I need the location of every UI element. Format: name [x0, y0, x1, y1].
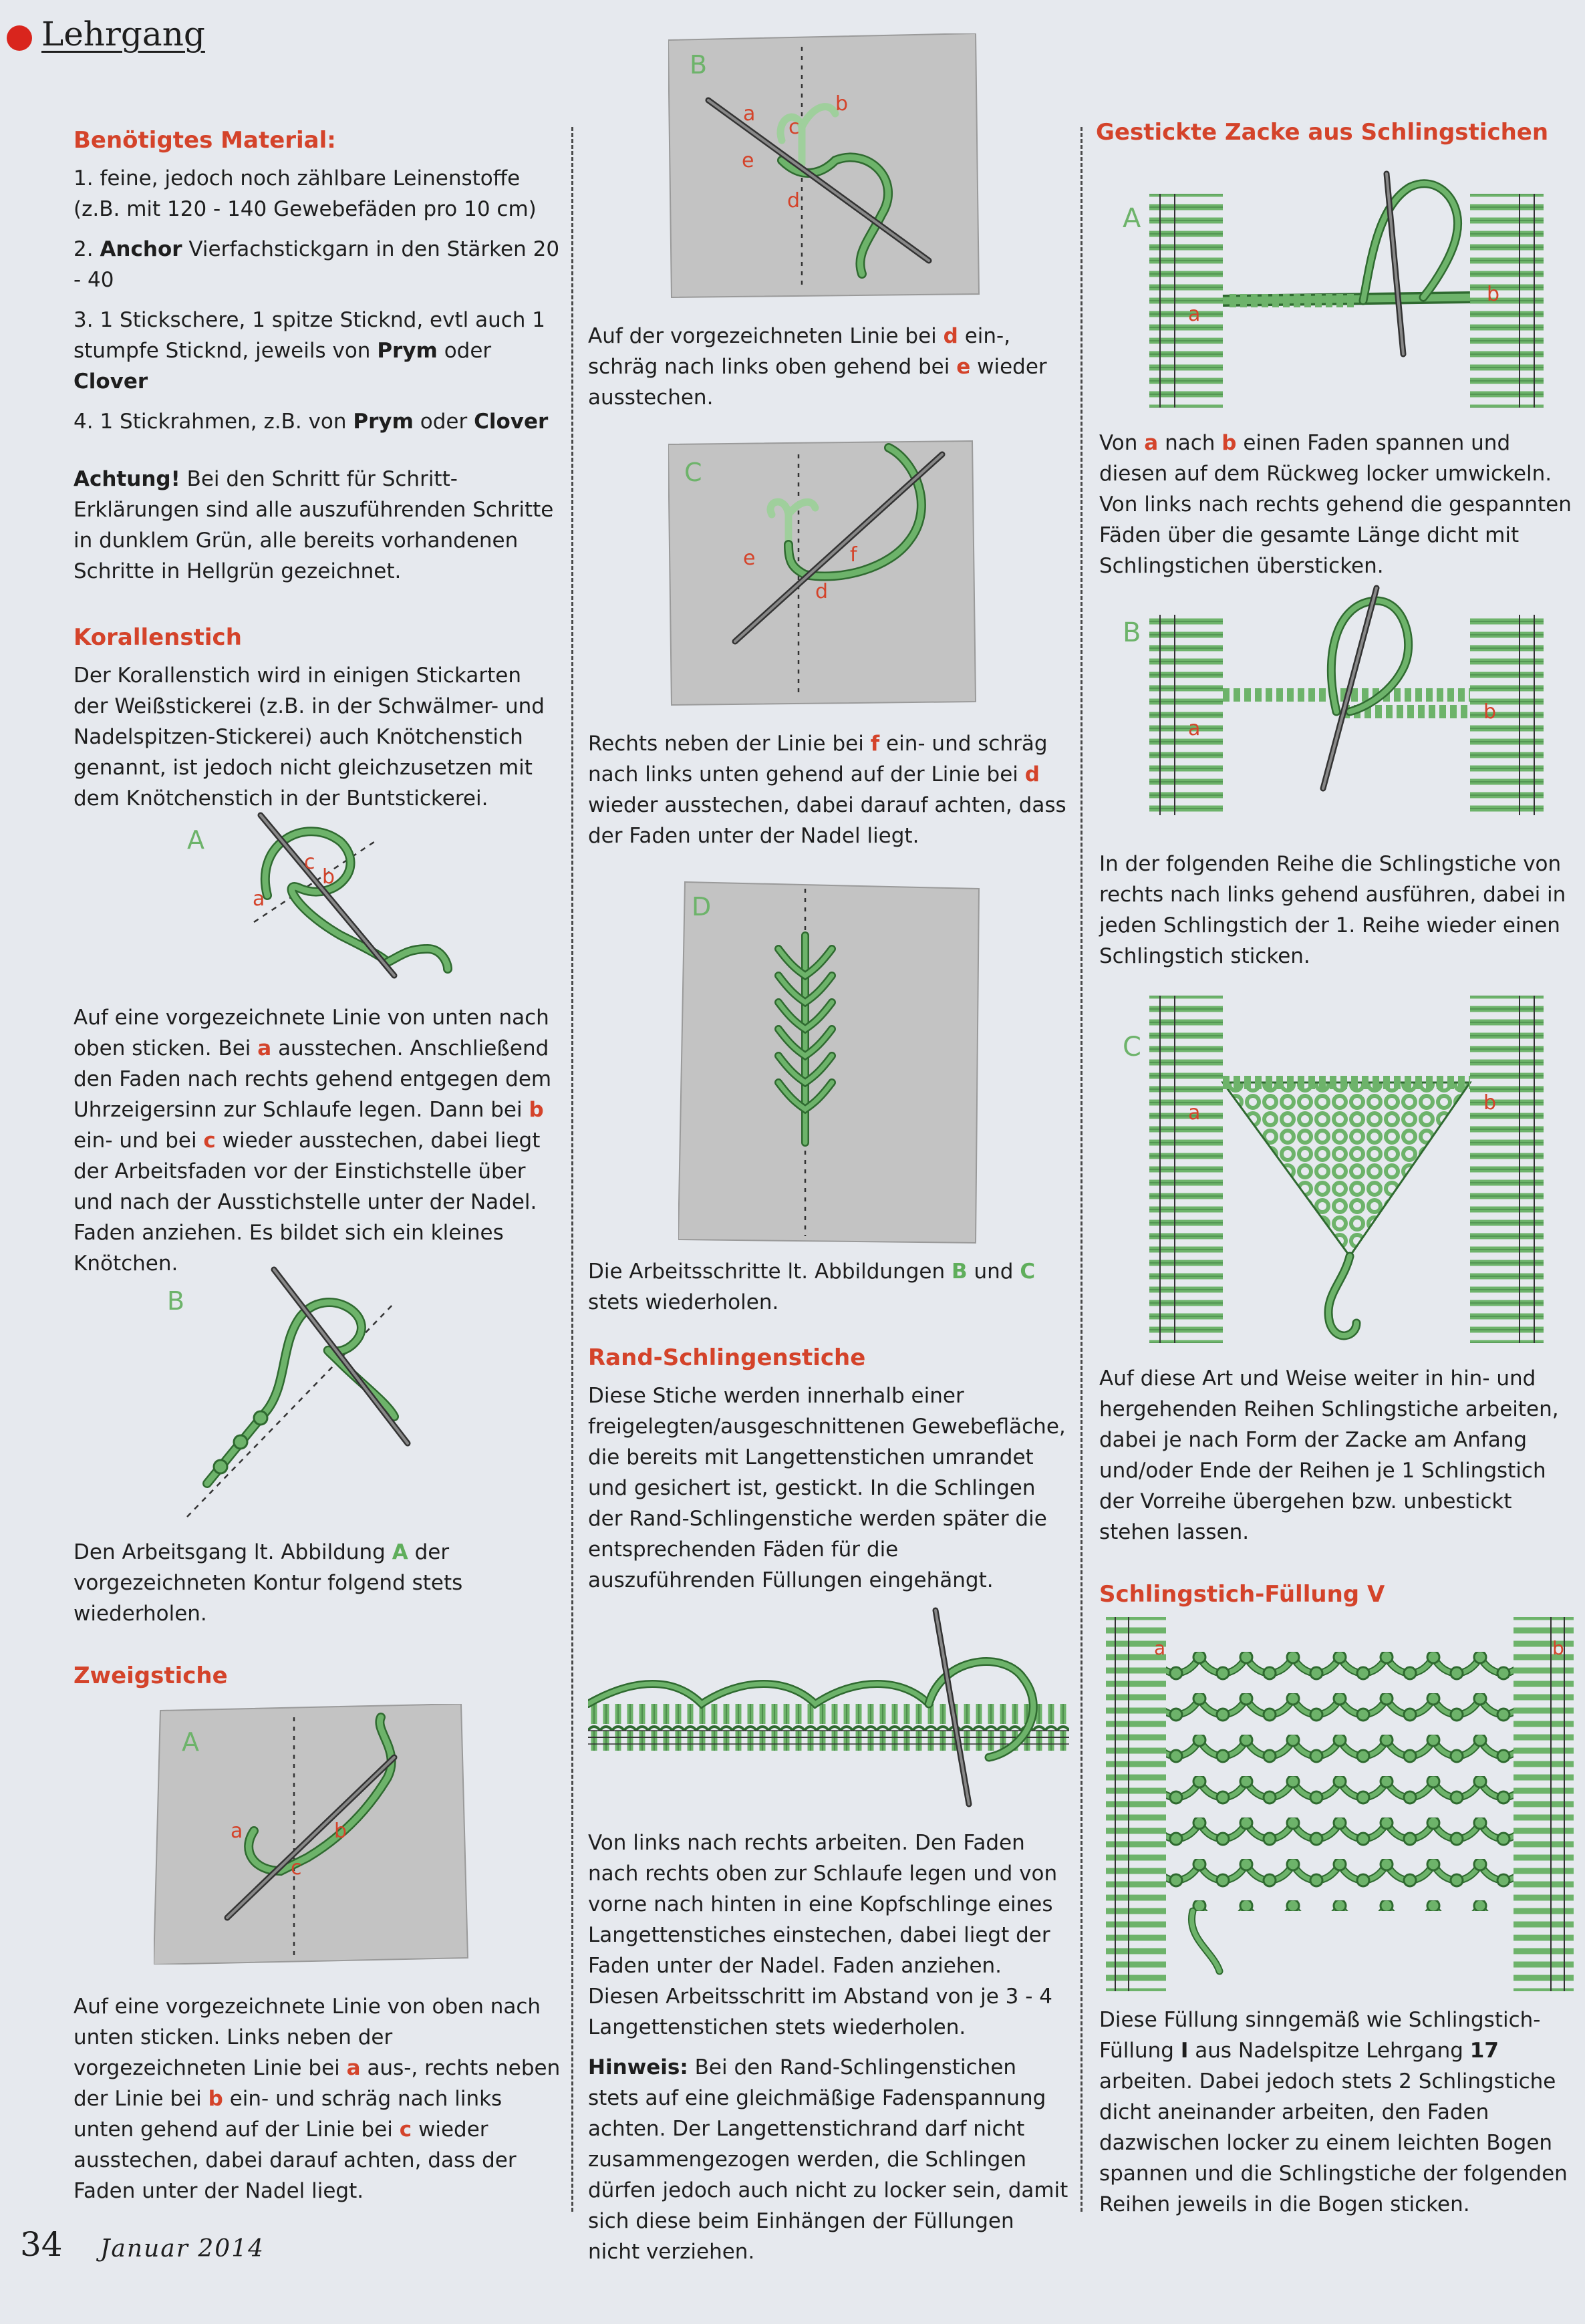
header-marker [7, 25, 32, 51]
zacke-b-text: In der folgenden Reihe die Schlingstiche von rechts nach links gehend ausführen, dabei in jeden Schlingstich der 1. Reihe wieder einen Schlingstich sticken. [1099, 852, 1566, 968]
point-b: b [1487, 283, 1500, 306]
zacke-c-text: Auf diese Art und Weise weiter in hin- und hergehenden Reihen Schlingstiche arbeiten, dabei je nach Form der Zacke am Anfang und/oder Ende der Reihen je 1 Schlingstich der Vorreihe übergehen bzw. unbestickt stehen lassen. Schlingstich-Füllung V [1099, 1363, 1577, 1617]
material-item-4: 4. 1 Stickrahmen, z.B. von Prym oder Clover [74, 410, 549, 434]
zweigstiche-figure-c [668, 408, 982, 708]
zacke-a-text: Von a nach b einen Faden spannen und diesen auf dem Rückweg locker umwickeln. Von links nach rechts gehend die gespannten Fäden über die gesamte Länge dicht mit Schlingstichen übersticken. [1099, 431, 1572, 578]
figure-label-d: D [692, 892, 712, 921]
point-b: b [334, 1820, 347, 1843]
figure-label-b: B [167, 1286, 185, 1316]
fuellung-heading: Schlingstich-Füllung V [1099, 1581, 1385, 1608]
point-a: a [1188, 717, 1201, 740]
zweigstiche-figure-b [668, 33, 982, 301]
zacke-heading-wrap [1096, 119, 1577, 155]
point-a: a [1188, 1101, 1201, 1125]
column-1 [74, 127, 561, 823]
point-d: d [787, 189, 801, 212]
figure-label-a: A [1123, 203, 1141, 234]
figure-label-c: C [684, 458, 702, 487]
point-a: a [1154, 1637, 1166, 1659]
point-a: a [743, 102, 756, 126]
rand-schlingenstiche-intro: Diese Stiche werden innerhalb einer freigelegten/ausgeschnittenen Gewebefläche, die bereits mit Langettenstichen umrandet und gesichert ist, gestickt. In die Schlingen der Rand-Schlingenstiche werden später die entsprechenden Fäden für die auszuführenden Füllungen eingehängt. [588, 1384, 1066, 1592]
zweigstiche-c-text: Rechts neben der Linie bei f ein- und schräg nach links unten gehend auf der Linie bei d wieder ausstechen, dabei darauf achten, dass der Faden unter der Nadel liegt. [588, 732, 1066, 848]
rand-schlingenstiche-text: Von links nach rechts arbeiten. Den Faden nach rechts oben zur Schlaufe legen und von vorne nach hinten in eine Kopfschlinge eines Langettenstiches einstechen, dabei liegt der Faden unter der Nadel. Faden anziehen. Diesen Arbeitsschritt im Abstand von je 3 - 4 Langettenstichen stets wiederholen. Hinweis: Bei den Rand-Schlingenstichen stets auf eine gleichmäßige Fadenspannung achten. Der Langettenstichrand darf nicht zusammengezogen werden, die Schlingen dürfen jedoch auch nicht zu locker sein, damit sich diese beim Einhängen der Füllungen nicht verziehen. [588, 1831, 1068, 2264]
point-e: e [743, 547, 756, 570]
achtung-note: Achtung! Bei den Schritt für Schritt-Erklärungen sind alle auszuführenden Schritte in dunklem Grün, alle bereits vorhandenen Schritte in Hellgrün gezeichnet. [74, 467, 554, 583]
point-b: b [1483, 1091, 1497, 1115]
page-number: 34 [20, 2225, 63, 2264]
figure-label-a: A [182, 1727, 199, 1757]
point-c: c [304, 851, 315, 874]
figure-label-c: C [1123, 1032, 1141, 1062]
korallenstich-a-text: Auf eine vorgezeichnete Linie von unten nach oben sticken. Bei a ausstechen. Anschließend den Faden nach rechts gehend entgegen dem Uhrzeigersinn zur Schlaufe legen. Dann bei b ein- und bei c wieder ausstechen, dabei liegt der Arbeitsfaden vor der Einstichstelle über und nach der Ausstichstelle unter der Nadel. Faden anziehen. Es bildet sich ein kleines Knötchen. [74, 1006, 552, 1276]
zweigstiche-figure-d [678, 875, 986, 1250]
korallenstich-heading: Korallenstich [74, 624, 242, 651]
zweigstiche-a-text: Auf eine vorgezeichnete Linie von oben nach unten sticken. Links neben der vorgezeichneten Linie bei a aus-, rechts neben der Linie bei b ein- und schräg nach links unten gehend auf der Linie bei c wieder ausstechen, dabei darauf achten, dass der Faden unter der Nadel liegt. [74, 1995, 561, 2203]
korallenstich-b-text: Den Arbeitsgang lt. Abbildung A der vorgezeichneten Kontur folgend stets wiederholen. Zweigstiche [74, 1537, 561, 1699]
point-b: b [835, 92, 849, 116]
point-b: b [1552, 1637, 1564, 1659]
column-divider-1 [571, 127, 573, 2212]
figure-label-b: B [1123, 617, 1141, 648]
zweigstiche-heading: Zweigstiche [74, 1662, 228, 1689]
material-item-3: 3. 1 Stickschere, 1 spitze Sticknd, evtl auch 1 stumpfe Sticknd, jeweils von Prym oder Clover [74, 308, 546, 394]
point-b: b [322, 865, 335, 889]
korallenstich-figure-a [167, 802, 474, 1002]
zacke-figure-c [1123, 989, 1550, 1350]
point-c: c [788, 116, 800, 139]
material-item-1: 1. feine, jedoch noch zählbare Leinenstoffe (z.B. mit 120 - 140 Gewebefäden pro 10 cm) [74, 166, 537, 221]
rand-schlingenstiche-heading: Rand-Schlingenstiche [588, 1344, 866, 1371]
column-divider-2 [1080, 127, 1083, 2212]
point-a: a [231, 1820, 243, 1843]
zweigstiche-figure-a [154, 1704, 474, 1965]
zacke-figure-a [1123, 160, 1550, 414]
point-a: a [1188, 303, 1201, 326]
point-c: c [291, 1856, 302, 1880]
material-heading: Benötigtes Material: [74, 127, 336, 154]
zacke-heading: Gestickte Zacke aus Schlingstichen [1096, 119, 1549, 146]
zweigstiche-b-text: Auf der vorgezeichneten Linie bei d ein-, schräg nach links oben gehend bei e wieder ausstechen. [588, 324, 1047, 410]
figure-label-b: B [690, 50, 708, 80]
issue-date: Januar 2014 [100, 2235, 265, 2263]
point-a: a [253, 887, 265, 911]
page-header-title: Lehrgang [41, 15, 205, 53]
figure-label-a: A [187, 825, 204, 855]
zweigstiche-d-text: Die Arbeitsschritte lt. Abbildungen B und C stets wiederholen. Rand-Schlingenstiche Diese Stiche werden innerhalb einer freigelegten/ausgeschnittenen Gewebefläche, die bereits mit Langettenstichen umrandet und gesichert ist, gestickt. In die Schlingen der Rand-Schlingenstiche werden später die entsprechenden Fäden für die auszuführenden Füllungen eingehängt. [588, 1256, 1069, 1605]
korallenstich-figure-b [167, 1263, 474, 1530]
fuellung-figure [1106, 1610, 1574, 1998]
rand-schlingenstiche-figure [588, 1604, 1069, 1824]
zacke-figure-b [1123, 575, 1550, 822]
material-item-2: 2. Anchor Vierfachstickgarn in den Stärken 20 - 40 [74, 237, 560, 292]
point-b: b [1483, 700, 1497, 724]
point-d: d [815, 580, 829, 603]
fuellung-text: Diese Füllung sinngemäß wie Schlingstich-Füllung I aus Nadelspitze Lehrgang 17 arbeiten. Dabei jedoch stets 2 Schlingstiche dicht aneinander arbeiten, den Faden dazwischen locker zu einem leichten Bogen spannen und die Schlingstiche der folgenden Reihen jeweils in die Bogen sticken. [1099, 2008, 1568, 2216]
point-f: f [850, 543, 857, 567]
korallenstich-intro: Der Korallenstich wird in einigen Stickarten der Weißstickerei (z.B. in der Schwälmer- und Nadelspitzen-Stickerei) auch Knötchenstich genannt, ist jedoch nicht gleichzusetzen mit dem Knötchenstich in der Buntstickerei. [74, 664, 545, 811]
point-e: e [742, 149, 754, 172]
